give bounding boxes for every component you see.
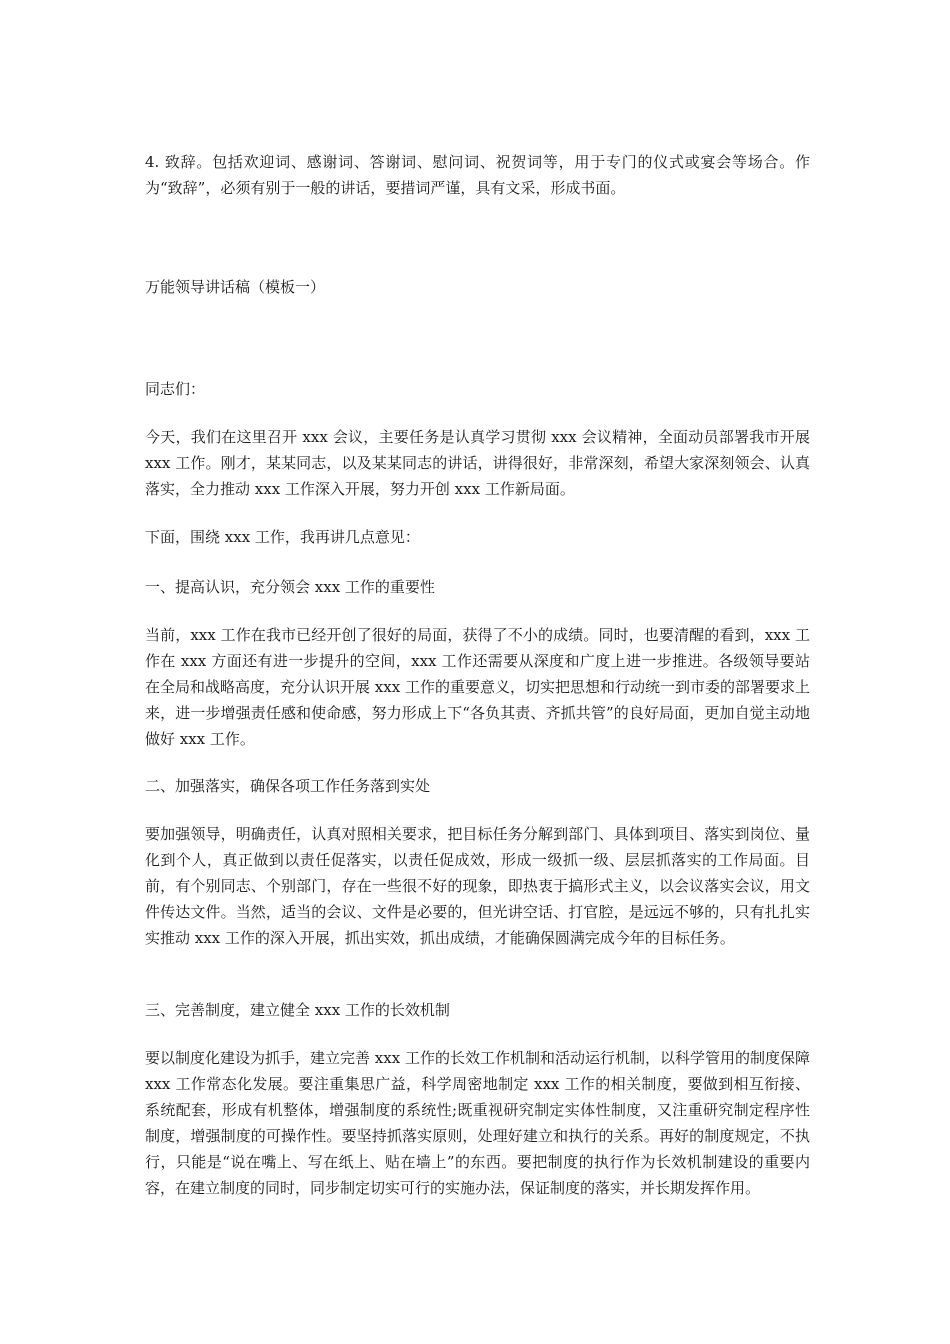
section-1-paragraph: 当前，xxx 工作在我市已经开创了很好的局面，获得了不小的成绩。同时，也要清醒的看到，xxx 工作在 xxx 方面还有进一步提升的空间，xxx 工作还需要从深度和广度上进一步推进。各级领导要站在全局和战略高度，充分认识开展 xxx 工作的重要意义，切实把思想和行动统一到市委的部署要求上来，进一步增强责任感和使命感，努力形成上下“各负其责、齐抓共管”的良好局面，更加自觉主动地做好 xxx 工作。 xyxy=(145,626,810,748)
section-heading-1: 一、提高认识，充分领会 xxx 工作的重要性 xyxy=(145,578,435,596)
section-2-paragraph: 要加强领导，明确责任，认真对照相关要求，把目标任务分解到部门、具体到项目、落实到岗位、量化到个人，真正做到以责任促落实，以责任促成效，形成一级抓一级、层层抓落实的工作局面。目前，有个别同志、个别部门，存在一些很不好的现象，即热衷于搞形式主义，以会议落实会议，用文件传达文件。当然，适当的会议、文件是必要的，但光讲空话、打官腔，是远远不够的，只有扎扎实实推动 xxx 工作的深入开展，抓出实效，抓出成绩，才能确保圆满完成今年的目标任务。 xyxy=(145,825,810,947)
opening-paragraph: 今天，我们在这里召开 xxx 会议，主要任务是认真学习贯彻 xxx 会议精神，全面动员部署我市开展 xxx 工作。刚才，某某同志，以及某某同志的讲话，讲得很好，非常深刻，希望大家深刻领会、认真落实，全力推动 xxx 工作深入开展，努力开创 xxx 工作新局面。 xyxy=(145,428,810,498)
greeting: 同志们： xyxy=(145,380,206,398)
document-title: 万能领导讲话稿（模板一） xyxy=(145,278,326,296)
intro-paragraph: 4. 致辞。包括欢迎词、感谢词、答谢词、慰问词、祝贺词等，用于专门的仪式或宴会等场合。作为“致辞”，必须有别于一般的讲话，要措词严谨，具有文采，形成书面。 xyxy=(145,153,810,197)
section-3-paragraph: 要以制度化建设为抓手，建立完善 xxx 工作的长效工作机制和活动运行机制，以科学管用的制度保障 xxx 工作常态化发展。要注重集思广益，科学周密地制定 xxx 工作的相关制度，要做到相互衔接、系统配套，形成有机整体，增强制度的系统性;既重视研究制定实体性制度，又注重研究制定程序性制度，增强制度的可操作性。要坚持抓落实原则，处理好建立和执行的关系。再好的制度规定，不执行，只能是“说在嘴上、写在纸上、贴在墙上”的东西。要把制度的执行作为长效机制建设的重要内容，在建立制度的同时，同步制定切实可行的实施办法，保证制度的落实，并长期发挥作用。 xyxy=(145,1049,810,1197)
section-heading-3: 三、完善制度，建立健全 xxx 工作的长效机制 xyxy=(145,1001,450,1019)
section-heading-2: 二、加强落实，确保各项工作任务落到实处 xyxy=(145,777,431,795)
transition-paragraph: 下面，围绕 xxx 工作，我再讲几点意见： xyxy=(145,528,420,546)
